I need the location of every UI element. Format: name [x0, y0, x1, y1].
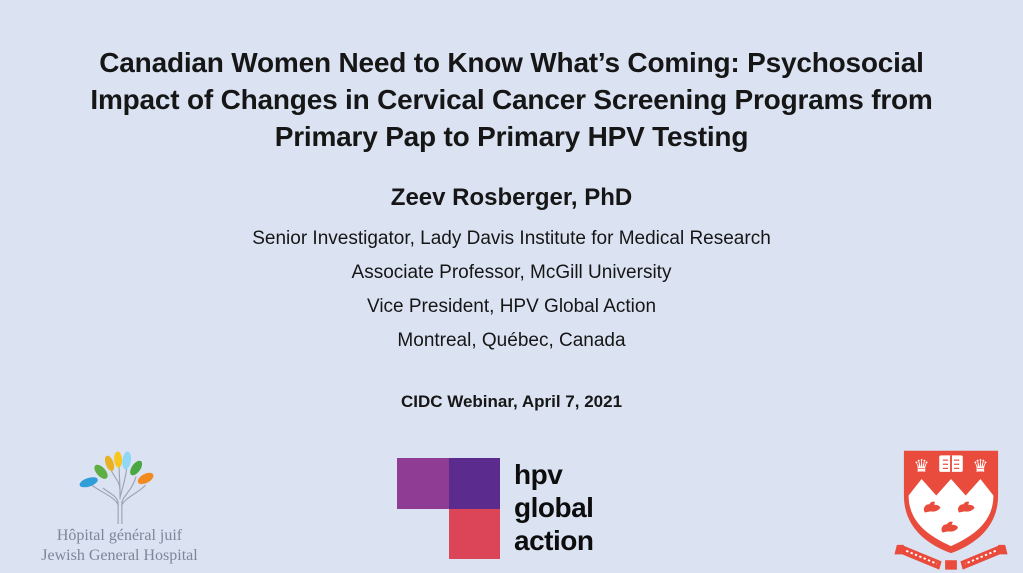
svg-text:♛: ♛	[972, 456, 989, 477]
hpv-logo-squares-icon	[397, 456, 500, 559]
jewish-general-hospital-logo	[22, 450, 217, 565]
affiliation-line: Associate Professor, McGill University	[351, 262, 672, 283]
title-line-2: Impact of Changes in Cervical Cancer Screening Programs from	[90, 84, 933, 115]
slide-title	[0, 44, 1023, 155]
mcgill-university-crest-logo	[892, 446, 1010, 573]
hpv-logo-wordmark	[514, 458, 593, 557]
affiliation-line: Montreal, Québec, Canada	[397, 330, 626, 351]
author-name: Zeev Rosberger, PhD	[390, 184, 633, 211]
hpv-word: action	[514, 525, 594, 556]
jgh-name-english: Jewish General Hospital	[41, 546, 198, 564]
hpv-word: hpv	[514, 459, 563, 490]
author-affiliations	[0, 222, 1023, 358]
jgh-tree-icon	[77, 450, 163, 524]
affiliation-line: Vice President, HPV Global Action	[366, 296, 657, 317]
svg-text:♛: ♛	[913, 456, 930, 477]
title-line-1: Canadian Women Need to Know What’s Coming: Psychosocial	[99, 47, 924, 78]
title-line-3: Primary Pap to Primary HPV Testing	[274, 121, 749, 152]
event-caption: CIDC Webinar, April 7, 2021	[400, 392, 623, 411]
affiliation-line: Senior Investigator, Lady Davis Institute for Medical Research	[252, 228, 771, 249]
hpv-global-action-logo	[397, 456, 593, 559]
hpv-word: global	[514, 492, 594, 523]
mcgill-crest-icon	[892, 446, 1010, 572]
jgh-name-french: Hôpital général juif	[56, 527, 183, 544]
